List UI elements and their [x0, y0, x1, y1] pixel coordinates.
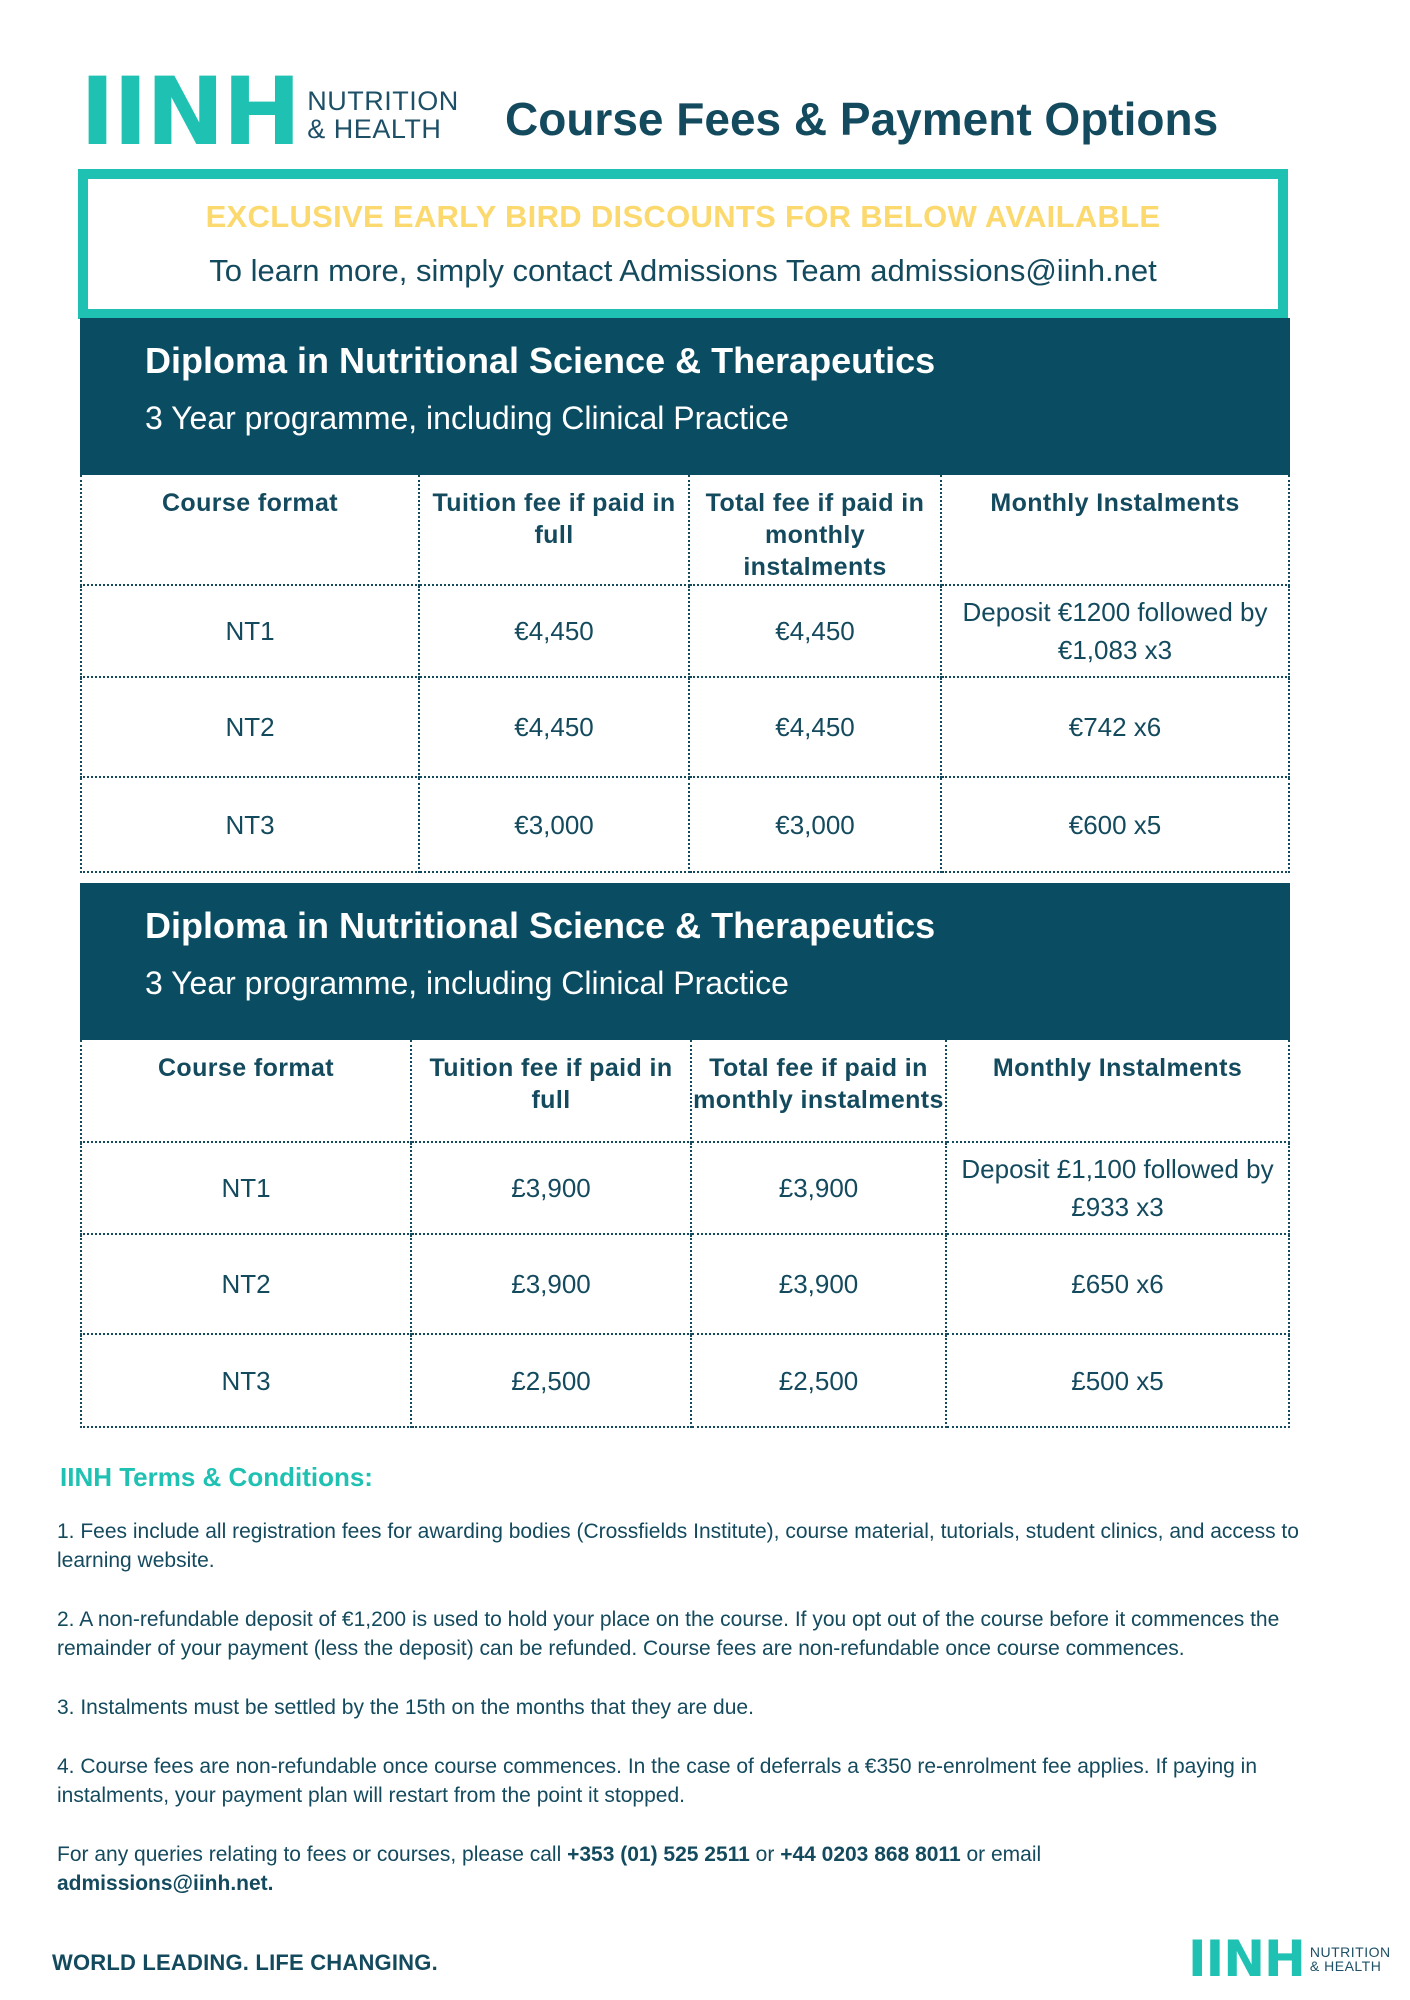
cell-total-monthly: £2,500 [691, 1334, 946, 1427]
iinh-logo-footer [1188, 1930, 1391, 1988]
cell-monthly-instalments: £500 x5 [946, 1334, 1289, 1427]
logo-wordmark [307, 88, 458, 143]
column-header-course-format: Course format [81, 475, 419, 585]
column-header-monthly-instalments: Monthly Instalments [941, 475, 1289, 585]
fees-table-euro [80, 475, 1290, 873]
cell-total-monthly: €4,450 [689, 585, 941, 677]
course-title: Diploma in Nutritional Science & Therapeutics [145, 905, 936, 946]
cell-course-format: NT2 [81, 677, 419, 777]
course-banner-euro [80, 318, 1290, 475]
cell-total-monthly: €3,000 [689, 777, 941, 872]
cell-monthly-instalments: £650 x6 [946, 1234, 1289, 1334]
cell-monthly-instalments: Deposit £1,100 followed by £933 x3 [946, 1142, 1289, 1234]
course-subtitle: 3 Year programme, including Clinical Practice [145, 400, 789, 436]
table-header-row [81, 475, 1289, 585]
fees-table-gbp [80, 1040, 1290, 1428]
course-title: Diploma in Nutritional Science & Therapeutics [145, 340, 936, 381]
contact-prefix: For any queries relating to fees or courses, please call [57, 1843, 568, 1866]
course-banner-gbp [80, 883, 1290, 1040]
logo-line-1: NUTRITION [1309, 1943, 1391, 1960]
column-header-total-monthly: Total fee if paid in monthly instalments [689, 475, 941, 585]
terms-item: 2. A non-refundable deposit of €1,200 is used to hold your place on the course. If you opt out of the course before it commences the remainder of your payment (less the deposit) can be refunded. Course fees are non-refundable once course commences. [57, 1608, 1280, 1660]
email-link[interactable]: admissions@iinh.net. [57, 1872, 274, 1895]
logo-line-2: & HEALTH [1309, 1958, 1382, 1974]
terms-heading: IINH Terms & Conditions: [60, 1462, 373, 1492]
column-header-total-monthly: Total fee if paid in monthly instalments [691, 1040, 946, 1142]
cell-total-monthly: €4,450 [689, 677, 941, 777]
table-row [81, 677, 1289, 777]
promo-headline: EXCLUSIVE EARLY BIRD DISCOUNTS FOR BELOW AVAILABLE [205, 199, 1161, 234]
terms-item: 1. Fees include all registration fees for awarding bodies (Crossfields Institute), course material, tutorials, student clinics, and access to learning website. [57, 1520, 1299, 1572]
course-subtitle: 3 Year programme, including Clinical Practice [145, 965, 789, 1001]
terms-item: 3. Instalments must be settled by the 15th on the months that they are due. [57, 1696, 754, 1719]
cell-monthly-instalments: €600 x5 [941, 777, 1289, 872]
footer-tagline: WORLD LEADING. LIFE CHANGING. [52, 1950, 438, 1975]
cell-tuition-full: £2,500 [411, 1334, 691, 1427]
cell-total-monthly: £3,900 [691, 1142, 946, 1234]
iinh-logo [80, 58, 459, 167]
column-header-tuition-full: Tuition fee if paid in full [419, 475, 689, 585]
table-row [81, 1334, 1289, 1427]
cell-tuition-full: €4,450 [419, 585, 689, 677]
early-bird-promo-box [78, 169, 1288, 319]
table-row [81, 1142, 1289, 1234]
terms-item: 4. Course fees are non-refundable once course commences. In the case of deferrals a €350 re-enrolment fee applies. If paying in instalments, your payment plan will restart from the point it stopped. [57, 1755, 1258, 1807]
column-header-course-format: Course format [81, 1040, 411, 1142]
column-header-monthly-instalments: Monthly Instalments [946, 1040, 1289, 1142]
logo-line-2: & HEALTH [307, 114, 442, 144]
contact-or: or [749, 1843, 781, 1866]
cell-tuition-full: €3,000 [419, 777, 689, 872]
cell-course-format: NT3 [81, 1334, 411, 1427]
table-row [81, 585, 1289, 677]
logo-mark: IINH [80, 58, 300, 167]
cell-total-monthly: £3,900 [691, 1234, 946, 1334]
cell-tuition-full: £3,900 [411, 1234, 691, 1334]
page-title: Course Fees & Payment Options [505, 93, 1219, 145]
cell-monthly-instalments: €742 x6 [941, 677, 1289, 777]
cell-course-format: NT1 [81, 585, 419, 677]
promo-contact-text: To learn more, simply contact Admissions Team admissions@iinh.net [209, 253, 1157, 288]
table-header-row [81, 1040, 1289, 1142]
logo-wordmark [1310, 1945, 1391, 1974]
table-row [81, 777, 1289, 872]
cell-course-format: NT3 [81, 777, 419, 872]
phone-ireland-link[interactable]: +353 (01) 525 2511 [567, 1843, 750, 1866]
phone-uk-link[interactable]: +44 0203 868 8011 [780, 1843, 961, 1866]
cell-course-format: NT2 [81, 1234, 411, 1334]
cell-tuition-full: £3,900 [411, 1142, 691, 1234]
cell-course-format: NT1 [81, 1142, 411, 1234]
contact-or-email: or email [960, 1843, 1042, 1866]
terms-and-conditions [57, 1462, 1357, 1928]
cell-tuition-full: €4,450 [419, 677, 689, 777]
logo-mark: IINH [1188, 1930, 1305, 1988]
contact-info [57, 1840, 1357, 1898]
logo-line-1: NUTRITION [307, 86, 459, 117]
cell-monthly-instalments: Deposit €1200 followed by €1,083 x3 [941, 585, 1289, 677]
table-row [81, 1234, 1289, 1334]
column-header-tuition-full: Tuition fee if paid in full [411, 1040, 691, 1142]
